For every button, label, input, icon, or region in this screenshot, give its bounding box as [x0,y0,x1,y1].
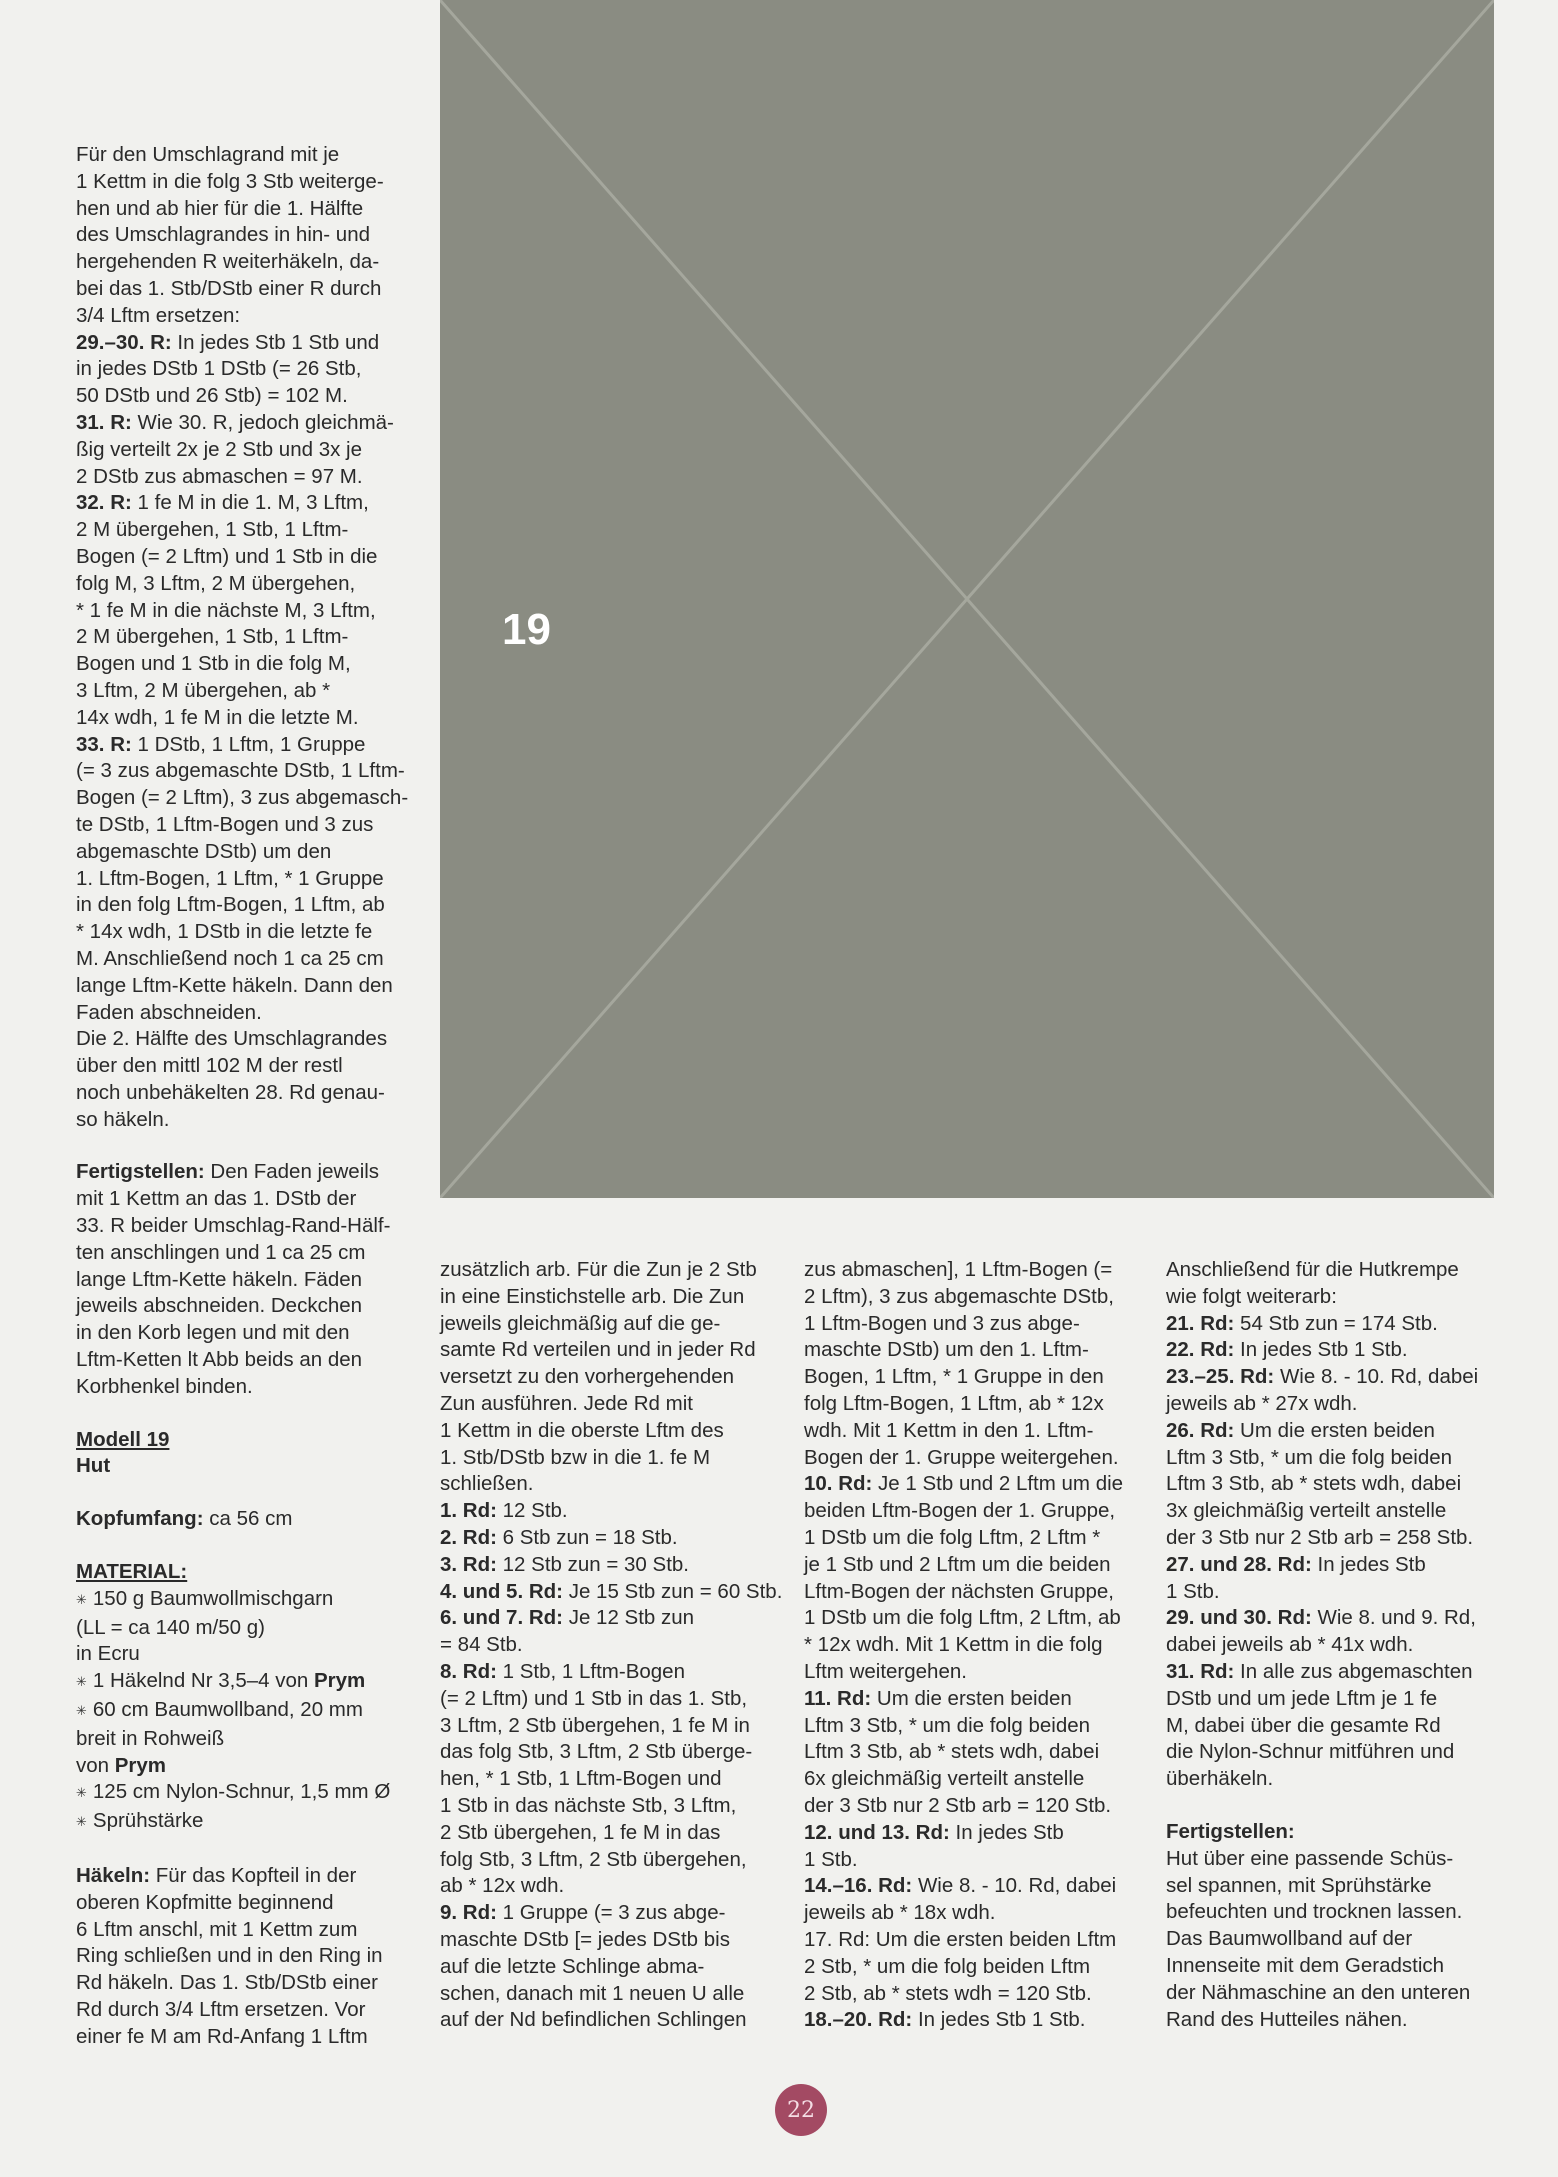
text-line: die Nylon-Schnur mitführen und [1166,1740,1455,1764]
row-label: 14.–16. Rd: [804,1874,913,1898]
row-label: 9. Rd: [440,1901,497,1925]
spacer [76,1133,416,1159]
material-item: ✳ 150 g Baumwollmischgarn [76,1586,416,1615]
text-line: 3 Lftm, 2 M übergehen, ab * [76,678,331,702]
row-label: 2. Rd: [440,1525,497,1549]
text-line: Korbhenkel binden. [76,1374,253,1398]
row-text: Je 15 Stb zun = 60 Stb. [563,1579,783,1603]
finishing-heading: Fertigstellen: [1166,1819,1295,1843]
row-label: 4. und 5. Rd: [440,1579,563,1603]
text-line: 2 M übergehen, 1 Stb, 1 Lftm- [76,625,349,649]
row-text: Je 12 Stb zun [563,1606,695,1630]
row-32 [76,490,416,517]
row-text: 54 Stb zun = 174 Stb. [1234,1311,1438,1335]
row-label: Fertigstellen: [76,1160,205,1184]
text-line: 1 Lftm-Bogen und 3 zus abge- [804,1311,1080,1335]
text-line: Ring schließen und in den Ring in [76,1944,383,1968]
text-line: (LL = ca 140 m/50 g) [76,1615,265,1639]
column-4 [1166,1257,1511,2033]
row-label: 33. R: [76,732,132,756]
text-line: von Prym [76,1753,167,1777]
model-photo [440,0,1494,1198]
text-line: (= 3 zus abgemaschte DStb, 1 Lftm- [76,759,405,783]
text-line: M. Anschließend noch 1 ca 25 cm [76,946,384,970]
material-item: ✳ 125 cm Nylon-Schnur, 1,5 mm Ø [76,1779,416,1808]
material-item: ✳ 60 cm Baumwollband, 20 mm [76,1697,416,1726]
text-line: breit in Rohweiß [76,1726,225,1750]
text-line: in jedes DStb 1 DStb (= 26 Stb, [76,357,362,381]
row-text: 6 Stb zun = 18 Stb. [496,1525,678,1549]
text-line: einer fe M am Rd-Anfang 1 Lftm [76,2024,368,2048]
text-line: Zun ausführen. Jede Rd mit [440,1391,693,1415]
text-line: Bogen (= 2 Lftm) und 1 Stb in die [76,544,378,568]
text-line: auf die letzte Schlinge abma- [440,1954,705,1978]
text-line: ab * 12x wdh. [440,1874,565,1898]
text-line: bei das 1. Stb/DStb einer R durch [76,276,382,300]
text-line: Lftm 3 Stb, * um die folg beiden [804,1713,1091,1737]
spacer [76,1533,416,1559]
text-line: Lftm-Ketten lt Abb beids an den [76,1348,363,1372]
text-line: ßig verteilt 2x je 2 Stb und 3x je [76,437,363,461]
round-row [440,1525,785,1552]
text-line: Die 2. Hälfte des Umschlagrandes [76,1027,388,1051]
text-line: maschte DStb) um den 1. Lftm- [804,1338,1089,1362]
head-size [76,1506,416,1533]
material-item: ✳ Sprühstärke [76,1808,416,1837]
text-line: 3x gleichmäßig verteilt anstelle [1166,1499,1447,1523]
text-line: in den Korb legen und mit den [76,1321,350,1345]
text-line: samte Rd verteilen und in jeder Rd [440,1338,756,1362]
round-row [440,1552,785,1579]
text-line: oberen Kopfmitte beginnend [76,1890,334,1914]
row-text: 1 Gruppe (= 3 zus abge- [496,1901,726,1925]
row-text: In jedes Stb 1 Stb und [171,330,380,354]
row-label: Kopfumfang: [76,1507,204,1531]
row-31 [76,410,416,437]
text-line: 1 Stb in das nächste Stb, 3 Lftm, [440,1793,737,1817]
text-line: * 14x wdh, 1 DStb in die letzte fe [76,920,373,944]
spacer [76,1837,416,1863]
text-line: hergehenden R weiterhäkeln, da- [76,250,380,274]
row-text: Um die ersten beiden [871,1686,1072,1710]
text-line: 50 DStb und 26 Stb) = 102 M. [76,384,348,408]
row-text: Wie 8. - 10. Rd, dabei [912,1874,1117,1898]
text-line: Lftm 3 Stb, * um die folg beiden [1166,1445,1453,1469]
column-1 [76,142,416,2051]
text-line: (= 2 Lftm) und 1 Stb in das 1. Stb, [440,1686,748,1710]
text-line: hen und ab hier für die 1. Hälfte [76,196,364,220]
text-line: zus abmaschen], 1 Lftm-Bogen (= [804,1258,1113,1281]
row-label: 32. R: [76,491,132,515]
text-line: * 1 fe M in die nächste M, 3 Lftm, [76,598,376,622]
row-text: In jedes Stb [1311,1552,1426,1576]
row-text: In jedes Stb [949,1820,1064,1844]
row-label: 31. Rd: [1166,1659,1235,1683]
round-row [440,1498,785,1525]
crochet-section [76,1863,416,1890]
text-line: 1 Stb. [1166,1579,1220,1603]
text-line: dabei jeweils ab * 41x wdh. [1166,1633,1414,1657]
column-3 [804,1257,1149,2034]
row-text: Wie 8. und 9. Rd, [1311,1606,1476,1630]
text-line: maschte DStb [= jedes DStb bis [440,1927,730,1951]
row-label: 31. R: [76,410,132,434]
text-line: der Nähmaschine an den unteren [1166,1980,1471,2004]
text-line: befeuchten und trocknen lassen. [1166,1900,1463,1924]
row-text: In alle zus abgemaschten [1234,1659,1473,1683]
text-line: beiden Lftm-Bogen der 1. Gruppe, [804,1499,1116,1523]
row-label: 21. Rd: [1166,1311,1235,1335]
text-line: Für den Umschlagrand mit je [76,143,340,166]
spacer [76,1480,416,1506]
row-text: ca 56 cm [203,1507,293,1531]
column-2 [440,1257,785,2034]
text-line: Rd häkeln. Das 1. Stb/DStb einer [76,1971,378,1995]
round-9 [440,1900,785,1927]
text-line: mit 1 Kettm an das 1. DStb der [76,1187,357,1211]
text-line: lange Lftm-Kette häkeln. Dann den [76,973,393,997]
row-label: 12. und 13. Rd: [804,1820,950,1844]
text-line: Anschließend für die Hutkrempe [1166,1258,1459,1281]
text-line: über den mittl 102 M der restl [76,1054,343,1078]
round-31 [1166,1659,1511,1686]
text-line: 17. Rd: Um die ersten beiden Lftm [804,1927,1117,1951]
row-label: 26. Rd: [1166,1418,1235,1442]
row-label: 6. und 7. Rd: [440,1606,563,1630]
text-line: 1 DStb um die folg Lftm, 2 Lftm, ab [804,1606,1121,1630]
round-12-13 [804,1820,1149,1847]
model-name: Hut [76,1454,111,1478]
text-line: der 3 Stb nur 2 Stb arb = 258 Stb. [1166,1525,1474,1549]
row-label: 29.–30. R: [76,330,172,354]
text-line: ten anschlingen und 1 ca 25 cm [76,1240,366,1264]
text-line: * 12x wdh. Mit 1 Kettm in die folg [804,1633,1103,1657]
text-line: 2 Stb, * um die folg beiden Lftm [804,1954,1091,1978]
row-label: 22. Rd: [1166,1338,1235,1362]
text-line: 1 Kettm in die folg 3 Stb weiterge- [76,169,384,193]
text-line: folg Stb, 3 Lftm, 2 Stb übergehen, [440,1847,747,1871]
text-line: Lftm 3 Stb, ab * stets wdh, dabei [804,1740,1100,1764]
row-text: 1 fe M in die 1. M, 3 Lftm, [131,491,369,515]
text-line: des Umschlagrandes in hin- und [76,223,370,247]
text-line: Bogen, 1 Lftm, * 1 Gruppe in den [804,1365,1104,1389]
model-heading: Modell 19 [76,1427,170,1451]
row-label: 23.–25. Rd: [1166,1365,1275,1389]
text-line: Innenseite mit dem Geradstich [1166,1953,1445,1977]
text-line: jeweils ab * 27x wdh. [1166,1391,1358,1415]
material-item: ✳ 1 Häkelnd Nr 3,5–4 von Prym [76,1668,416,1697]
round-26 [1166,1418,1511,1445]
text-line: sel spannen, mit Sprühstärke [1166,1873,1432,1897]
text-line: 1 Stb. [804,1847,858,1871]
photo-placeholder [440,0,1494,1198]
row-text: Wie 8. - 10. Rd, dabei [1274,1365,1479,1389]
spacer [76,1401,416,1427]
text-line: der 3 Stb nur 2 Stb arb = 120 Stb. [804,1793,1112,1817]
row-label: 27. und 28. Rd: [1166,1552,1312,1576]
text-line: jeweils abschneiden. Deckchen [76,1294,363,1318]
text-line: je 1 Stb und 2 Lftm um die beiden [804,1552,1111,1576]
text-line: 6x gleichmäßig verteilt anstelle [804,1767,1085,1791]
text-line: 2 Stb übergehen, 1 fe M in das [440,1820,721,1844]
round-29-30 [1166,1605,1511,1632]
text-line: hen, * 1 Stb, 1 Lftm-Bogen und [440,1767,722,1791]
text-line: schen, danach mit 1 neuen U alle [440,1981,745,2005]
row-text: 12 Stb. [496,1499,568,1523]
row-label: 29. und 30. Rd: [1166,1606,1312,1630]
text-line: 6 Lftm anschl, mit 1 Kettm zum [76,1917,358,1941]
text-line: auf der Nd befindlichen Schlingen [440,2008,747,2032]
row-text: Um die ersten beiden [1234,1418,1435,1442]
round-row [440,1579,785,1606]
round-10 [804,1471,1149,1498]
spacer [1166,1793,1511,1819]
text-line: M, dabei über die gesamte Rd [1166,1713,1441,1737]
row-label: 11. Rd: [804,1686,872,1710]
text-line: Lftm weitergehen. [804,1659,967,1683]
text-line: das folg Stb, 3 Lftm, 2 Stb überge- [440,1740,753,1764]
text-line: lange Lftm-Kette häkeln. Fäden [76,1267,363,1291]
round-14-16 [804,1873,1149,1900]
row-label: 3. Rd: [440,1552,497,1576]
text-line: wdh. Mit 1 Kettm in den 1. Lftm- [804,1418,1094,1442]
row-label: 1. Rd: [440,1499,497,1523]
text-line: 2 Lftm), 3 zus abgemaschte DStb, [804,1284,1114,1308]
text-line: 1. Lftm-Bogen, 1 Lftm, * 1 Gruppe [76,866,384,890]
text-line: Rand des Hutteiles nähen. [1166,2007,1408,2031]
row-label: Häkeln: [76,1864,151,1888]
row-text: Für das Kopfteil in der [150,1864,357,1888]
text-line: te DStb, 1 Lftm-Bogen und 3 zus [76,812,374,836]
material-heading: MATERIAL: [76,1560,188,1584]
row-text: 1 Stb, 1 Lftm-Bogen [496,1659,685,1683]
row-label: 8. Rd: [440,1659,497,1683]
text-line: = 84 Stb. [440,1633,523,1657]
text-line: 14x wdh, 1 fe M in die letzte M. [76,705,359,729]
text-line: Lftm 3 Stb, ab * stets wdh, dabei [1166,1472,1462,1496]
row-29-30 [76,330,416,357]
text-line: 2 M übergehen, 1 Stb, 1 Lftm- [76,518,349,542]
row-text: 1 DStb, 1 Lftm, 1 Gruppe [131,732,366,756]
text-line: folg Lftm-Bogen, 1 Lftm, ab * 12x [804,1391,1104,1415]
text-line: folg M, 3 Lftm, 2 M übergehen, [76,571,356,595]
text-line: schließen. [440,1472,534,1496]
round-18-20 [804,2007,1149,2034]
text-line: 1 DStb um die folg Lftm, 2 Lftm * [804,1525,1101,1549]
row-text: Je 1 Stb und 2 Lftm um die [872,1472,1124,1496]
text-line: in Ecru [76,1642,140,1666]
text-line: 2 Stb, ab * stets wdh = 120 Stb. [804,1981,1092,2005]
row-text: In jedes Stb 1 Stb. [1234,1338,1408,1362]
row-label: 18.–20. Rd: [804,2008,913,2032]
text-line: 2 DStb zus abmaschen = 97 M. [76,464,363,488]
text-line: überhäkeln. [1166,1767,1274,1791]
finishing-section [76,1159,416,1186]
text-line: 3 Lftm, 2 Stb übergehen, 1 fe M in [440,1713,750,1737]
row-text: In jedes Stb 1 Stb. [912,2008,1086,2032]
text-line: Bogen (= 2 Lftm), 3 zus abgemasch- [76,786,409,810]
round-27-28 [1166,1552,1511,1579]
photo-number: 19 [502,605,551,654]
text-line: in eine Einstichstelle arb. Die Zun [440,1284,745,1308]
row-33 [76,732,416,759]
round-row [440,1605,785,1632]
page-number: 22 [775,2084,827,2136]
round-23-25 [1166,1364,1511,1391]
text-line: in den folg Lftm-Bogen, 1 Lftm, ab [76,893,385,917]
text-line: noch unbehäkelten 28. Rd genau- [76,1080,385,1104]
text-line: Faden abschneiden. [76,1000,262,1024]
text-line: jeweils gleichmäßig auf die ge- [440,1311,721,1335]
text-line: 1. Stb/DStb bzw in die 1. fe M [440,1445,711,1469]
row-text: 12 Stb zun = 30 Stb. [496,1552,689,1576]
text-line: abgemaschte DStb) um den [76,839,332,863]
text-line: so häkeln. [76,1107,170,1131]
round-8 [440,1659,785,1686]
row-text: Den Faden jeweils [204,1160,380,1184]
text-line: wie folgt weiterarb: [1166,1284,1337,1308]
text-line: Lftm-Bogen der nächsten Gruppe, [804,1579,1114,1603]
text-line: 3/4 Lftm ersetzen: [76,303,241,327]
round-22 [1166,1337,1511,1364]
text-line: Bogen der 1. Gruppe weitergehen. [804,1445,1119,1469]
text-line: 33. R beider Umschlag-Rand-Hälf- [76,1214,391,1238]
text-line: Hut über eine passende Schüs- [1166,1846,1454,1870]
text-line: Rd durch 3/4 Lftm ersetzen. Vor [76,1998,366,2021]
text-line: versetzt zu den vorhergehenden [440,1365,735,1389]
text-line: jeweils ab * 18x wdh. [804,1901,996,1925]
text-line: zusätzlich arb. Für die Zun je 2 Stb [440,1258,757,1281]
text-line: DStb und um jede Lftm je 1 fe [1166,1686,1438,1710]
round-21 [1166,1311,1511,1338]
text-line: Bogen und 1 Stb in die folg M, [76,652,351,676]
text-line: 1 Kettm in die oberste Lftm des [440,1418,724,1442]
round-11 [804,1686,1149,1713]
row-label: 10. Rd: [804,1472,873,1496]
row-text: Wie 30. R, jedoch gleichmä- [131,410,394,434]
text-line: Das Baumwollband auf der [1166,1927,1413,1951]
